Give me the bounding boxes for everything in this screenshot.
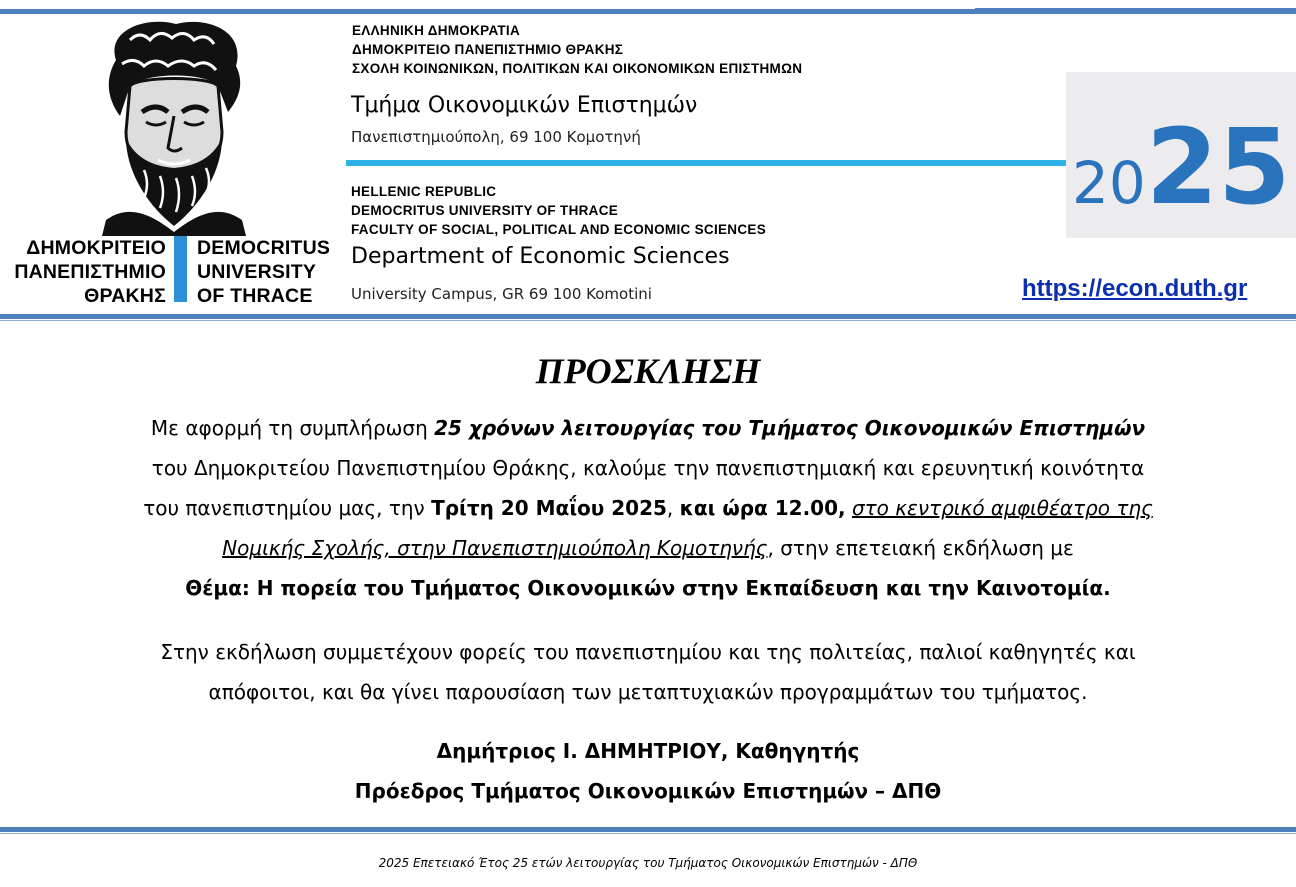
- anniversary-year: [1072, 106, 1291, 228]
- page-footer: 2025 Επετειακό Έτος 25 ετών λειτουργίας του Τμήματος Οικονομικών Επιστημών - ΔΠΘ: [378, 856, 918, 870]
- header-english: [351, 182, 766, 239]
- logo-text-english: [197, 236, 330, 308]
- logo-gr-line: ΠΑΝΕΠΙΣΤΗΜΙΟ: [14, 261, 166, 283]
- header-gr-line: ΣΧΟΛΗ ΚΟΙΝΩΝΙΚΩΝ, ΠΟΛΙΤΙΚΩΝ ΚΑΙ ΟΙΚΟΝΟΜΙΚΩΝ ΕΠΙΣΤΗΜΩΝ: [352, 61, 803, 76]
- header-gr-line: ΕΛΛΗΝΙΚΗ ΔΗΜΟΚΡΑΤΙΑ: [352, 23, 521, 38]
- department-website-link[interactable]: https://econ.duth.gr: [1022, 275, 1248, 302]
- event-time: και ώρα 12.00,: [679, 496, 846, 520]
- header-rule: [0, 314, 1296, 319]
- paragraph-line: [0, 528, 1296, 568]
- header-rule-thin: [0, 320, 1296, 321]
- anniversary-phrase: 25 χρόνων λειτουργίας του Τμήματος Οικονομικών Επιστημών: [434, 416, 1146, 440]
- logo-accent-bar: [174, 236, 187, 302]
- signatory-role: Πρόεδρος Τμήματος Οικονομικών Επιστημών – ΔΠΘ: [354, 779, 942, 803]
- event-theme: Θέμα: Η πορεία του Τμήματος Οικονομικών στην Εκπαίδευση και την Καινοτομία.: [185, 576, 1111, 600]
- year-small: 20: [1072, 149, 1146, 217]
- header-gr-line: ΔΗΜΟΚΡΙΤΕΙΟ ΠΑΝΕΠΙΣΤΗΜΙΟ ΘΡΑΚΗΣ: [352, 42, 624, 57]
- text-run: του πανεπιστημίου μας, την: [143, 496, 432, 520]
- text-run: ,: [666, 496, 680, 520]
- header-en-line: HELLENIC REPUBLIC: [351, 184, 497, 199]
- logo-en-line: DEMOCRITUS: [197, 237, 331, 259]
- democritus-bust-icon: [86, 20, 262, 236]
- logo-text-greek: [4, 236, 166, 308]
- logo-en-line: UNIVERSITY: [197, 261, 317, 283]
- logo-gr-line: ΘΡΑΚΗΣ: [84, 285, 166, 307]
- event-date: Τρίτη 20 Μαΐου 2025: [431, 496, 667, 520]
- department-title-en: Department of Economic Sciences: [351, 244, 730, 269]
- invitation-paragraph-2: [0, 632, 1296, 712]
- logo-en-line: OF THRACE: [197, 285, 313, 307]
- event-venue-cont: Νομικής Σχολής, στην Πανεπιστημιούπολη Κομοτηνής: [222, 536, 768, 560]
- university-logo: [0, 14, 340, 314]
- text-run: Με αφορμή τη συμπλήρωση: [150, 416, 435, 440]
- text-run: , στην επετειακή εκδήλωση με: [767, 536, 1074, 560]
- department-title-gr: Τμήμα Οικονομικών Επιστημών: [351, 93, 698, 118]
- invitation-paragraph-1: [0, 408, 1296, 608]
- paragraph-line: [0, 488, 1296, 528]
- header-divider-rule: [346, 160, 1066, 166]
- event-venue: στο κεντρικό αμφιθέατρο της: [851, 496, 1153, 520]
- top-rule-accent: [975, 8, 1296, 11]
- signature-block: [0, 731, 1296, 811]
- signatory-name: Δημήτριος Ι. ΔΗΜΗΤΡΙΟΥ, Καθηγητής: [436, 739, 860, 763]
- paragraph-line: του Δημοκριτείου Πανεπιστημίου Θράκης, καλούμε την πανεπιστημιακή και ερευνητική κοινότητα: [151, 456, 1145, 480]
- footer-rule: [0, 827, 1296, 832]
- footer-rule-thin: [0, 833, 1296, 834]
- header-en-line: DEMOCRITUS UNIVERSITY OF THRACE: [351, 203, 619, 218]
- paragraph-line: απόφοιτοι, και θα γίνει παρουσίαση των μεταπτυχιακών προγραμμάτων του τμήματος.: [208, 680, 1088, 704]
- invitation-title: ΠΡΟΣΚΛΗΣΗ: [535, 351, 761, 391]
- paragraph-line: [0, 408, 1296, 448]
- paragraph-line: Στην εκδήλωση συμμετέχουν φορείς του πανεπιστημίου και της πολιτείας, παλιοί καθηγητές και: [160, 640, 1136, 664]
- logo-gr-line: ΔΗΜΟΚΡΙΤΕΙΟ: [26, 237, 166, 259]
- header-en-line: FACULTY OF SOCIAL, POLITICAL AND ECONOMIC SCIENCES: [351, 222, 767, 237]
- address-en: University Campus, GR 69 100 Komotini: [351, 285, 652, 303]
- header-greek: [352, 21, 802, 78]
- year-big: 25: [1145, 106, 1291, 228]
- address-gr: Πανεπιστημιούπολη, 69 100 Κομοτηνή: [351, 128, 641, 146]
